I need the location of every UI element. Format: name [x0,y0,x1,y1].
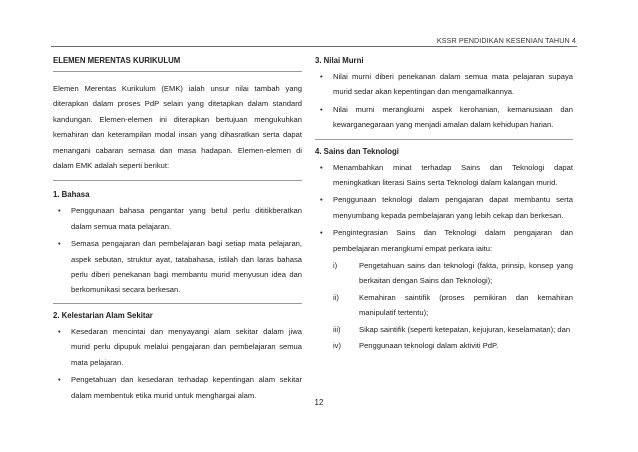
sublist-item: iv) Penggunaan teknologi dalam aktiviti PdP. [333,341,499,351]
sublist-item: i) Pengetahuan sains dan teknologi (fakta, prinsip, konsep yang berkaitan dengan Sains dan Teknologi); [333,261,573,286]
list-item: • Nilai murni merangkumi aspek kerohanian, kemanusiaan dan kewarganegaraan yang menjadi amalan dalam kehidupan harian. [315,102,573,133]
bullet-icon: • [320,162,323,172]
bahasa-list [53,203,302,297]
heading-divider [53,71,302,72]
intro-paragraph: Elemen Merentas Kurikulum (EMK) ialah unsur nilai tambah yang diterapkan dalam proses PdP selain yang ditetapkan dalam standard kandungan. Elemen-elemen ini diterapkan bertujuan mengukuhkan kemahiran dan keterampilan modal insan yang dihasratkan serta dapat menangani cabaran semasa dan masa hadapan. Elemen-elemen di dalam EMK adalah seperti berikut: [53,84,302,171]
bullet-icon: • [58,239,61,249]
list-item: • Kesedaran mencintai dan menyayangi alam sekitar dalam jiwa murid perlu dipupuk melalui pengajaran dan pembelajaran semua mata pelajaran. [53,324,302,370]
list-item: • Nilai murni diberi penekanan dalam semua mata pelajaran supaya murid sedar akan kepentingan dan mengamalkannya. [315,69,573,100]
section-divider [315,139,573,140]
section-divider [53,180,302,181]
header-rule [51,46,577,47]
section-title-kelestarian: 2. Kelestarian Alam Sekitar [53,310,153,320]
list-item: • Menambahkan minat terhadap Sains dan Teknologi dapat meningkatkan literasi Sains serta Teknologi dalam kalangan murid. [315,160,573,191]
bullet-icon: • [320,195,323,205]
section-title-sains-teknologi: 4. Sains dan Teknologi [315,146,399,156]
bullet-icon: • [320,72,323,81]
section-title-bahasa: 1. Bahasa [53,190,90,200]
list-item: • Penggunaan teknologi dalam pengajaran dapat membantu serta menyumbang kepada pembelajaran yang lebih cekap dan berkesan. [315,192,573,223]
list-item: • Pengetahuan dan kesedaran terhadap kepentingan alam sekitar dalam membentuk etika murid untuk menghargai alam. [53,372,302,403]
right-column [315,55,573,355]
integration-sublist [315,258,573,353]
left-column [53,55,302,405]
page-number: 12 [314,398,324,407]
list-item: • Semasa pengajaran dan pembelajaran bagi setiap mata pelajaran, aspek sebutan, struktur ayat, tatabahasa, istilah dan laras bahasa perlu diberi penekanan bagi membantu murid menyusun idea dan berkomunikasi secara berkesan. [53,236,302,298]
nilai-murni-list [315,69,573,133]
bullet-icon: • [320,228,323,238]
bullet-icon: • [58,326,61,336]
list-item: • Penggunaan bahasa pengantar yang betul perlu dititikberatkan dalam semua mata pelajaran. [53,203,302,234]
bullet-icon: • [320,104,323,114]
running-header: KSSR PENDIDIKAN KESENIAN TAHUN 4 [436,36,576,45]
section-divider [53,303,302,304]
sains-teknologi-list [315,160,573,256]
sublist-item: iii) Sikap saintifik (seperti ketepatan, kejujuran, keselamatan); dan [333,324,571,334]
section-heading: ELEMEN MERENTAS KURIKULUM [53,56,181,65]
list-item: • Pengintegrasian Sains dan Teknologi dalam pengajaran dan pembelajaran merangkumi empat perkara iaitu: [315,225,573,256]
section-title-nilai-murni: 3. Nilai Murni [315,56,364,65]
bullet-icon: • [58,375,61,385]
sublist-item: ii) Kemahiran saintifik (proses pemikiran dan kemahiran manipulatif tertentu); [333,292,573,318]
bullet-icon: • [58,206,61,216]
kelestarian-list [53,324,302,403]
